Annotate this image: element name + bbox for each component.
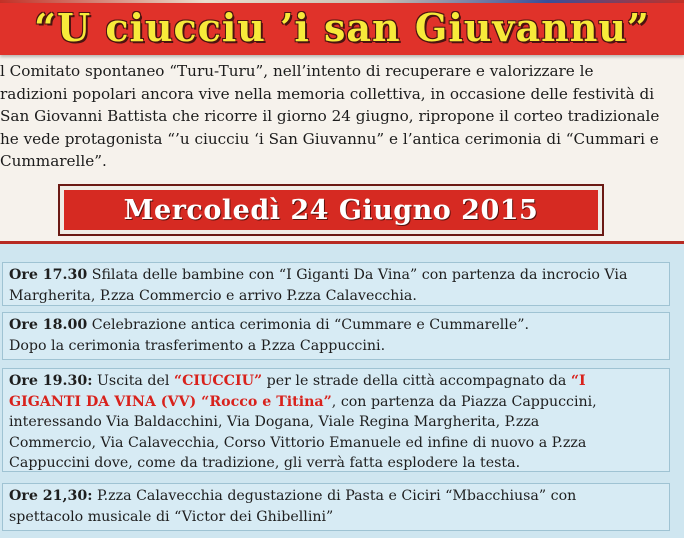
program-item-line: Dopo la cerimonia trasferimento a P.zza Cappuccini.	[9, 337, 386, 354]
title-banner	[0, 3, 684, 55]
program-item	[2, 368, 670, 472]
program-item-line: interessando Via Baldacchini, Via Dogana, Viale Regina Margherita, P.zza	[9, 414, 540, 430]
program-item-line: Cappuccini dove, come da tradizione, gli verrà fatta esplodere la testa.	[9, 455, 521, 471]
intro-line: he vede protagonista “’u ciucciu ‘i San Giuvannu” e l’antica cerimonia di “Cummari e	[0, 129, 659, 148]
program-item	[2, 262, 670, 306]
program-item-line	[9, 371, 663, 392]
program-item-line: spettacolo musicale di “Victor dei Ghibellini”	[9, 508, 334, 525]
program-item	[2, 312, 670, 360]
intro-paragraph	[0, 60, 684, 173]
program-item-text: Sfilata delle bambine con “I Giganti Da Vina” con partenza da incrocio Via	[87, 267, 628, 283]
highlight-giganti: GIGANTI DA VINA (VV) “Rocco e Titina”	[9, 393, 332, 410]
program-item-line: Commercio, Via Calavecchia, Corso Vittorio Emanuele ed infine di nuovo a P.zza	[9, 434, 587, 451]
intro-line: San Giovanni Battista che ricorre il giorno 24 giugno, ripropone il corteo tradizionale	[0, 107, 660, 125]
program-item-line	[9, 392, 663, 413]
program-item-time: Ore 19.30:	[9, 373, 93, 389]
highlight-ciucciu: “CIUCCIU”	[173, 373, 263, 389]
intro-line: radizioni popolari ancora vive nella memoria collettiva, in occasione delle festività di	[0, 84, 655, 103]
program-item-text: P.zza Calavecchia degustazione di Pasta e Ciciri “Mbacchiusa” con	[92, 488, 577, 504]
date-banner-inner	[64, 190, 598, 230]
program-item-text: Uscita del	[92, 373, 174, 389]
program-item-text: per le strade della città accompagnato da	[262, 373, 571, 389]
program-item-text: , con partenza da Piazza Cappuccini,	[331, 393, 597, 410]
program-item	[2, 483, 670, 531]
program-panel	[0, 241, 684, 538]
program-item-time: Ore 18.00	[9, 317, 88, 333]
poster-title: “U ciucciu ’i san Giuvannu”	[34, 5, 650, 50]
program-item-line: Margherita, P.zza Commercio e arrivo P.zza Calavecchia.	[9, 287, 417, 304]
program-item-time: Ore 17.30	[9, 267, 88, 283]
program-item-line	[9, 486, 663, 507]
event-date: Mercoledì 24 Giugno 2015	[123, 194, 539, 226]
program-item-line	[9, 315, 663, 336]
program-item-text: Celebrazione antica cerimonia di “Cummare e Cummarelle”.	[87, 317, 530, 333]
intro-line: l Comitato spontaneo “Turu-Turu”, nell’intento di recuperare e valorizzare le	[0, 62, 594, 80]
intro-line: Cummarelle”.	[0, 152, 107, 170]
date-banner	[58, 184, 604, 236]
program-item-line	[9, 265, 663, 286]
highlight-giganti: “I	[570, 373, 586, 389]
program-item-time: Ore 21,30:	[9, 488, 93, 504]
